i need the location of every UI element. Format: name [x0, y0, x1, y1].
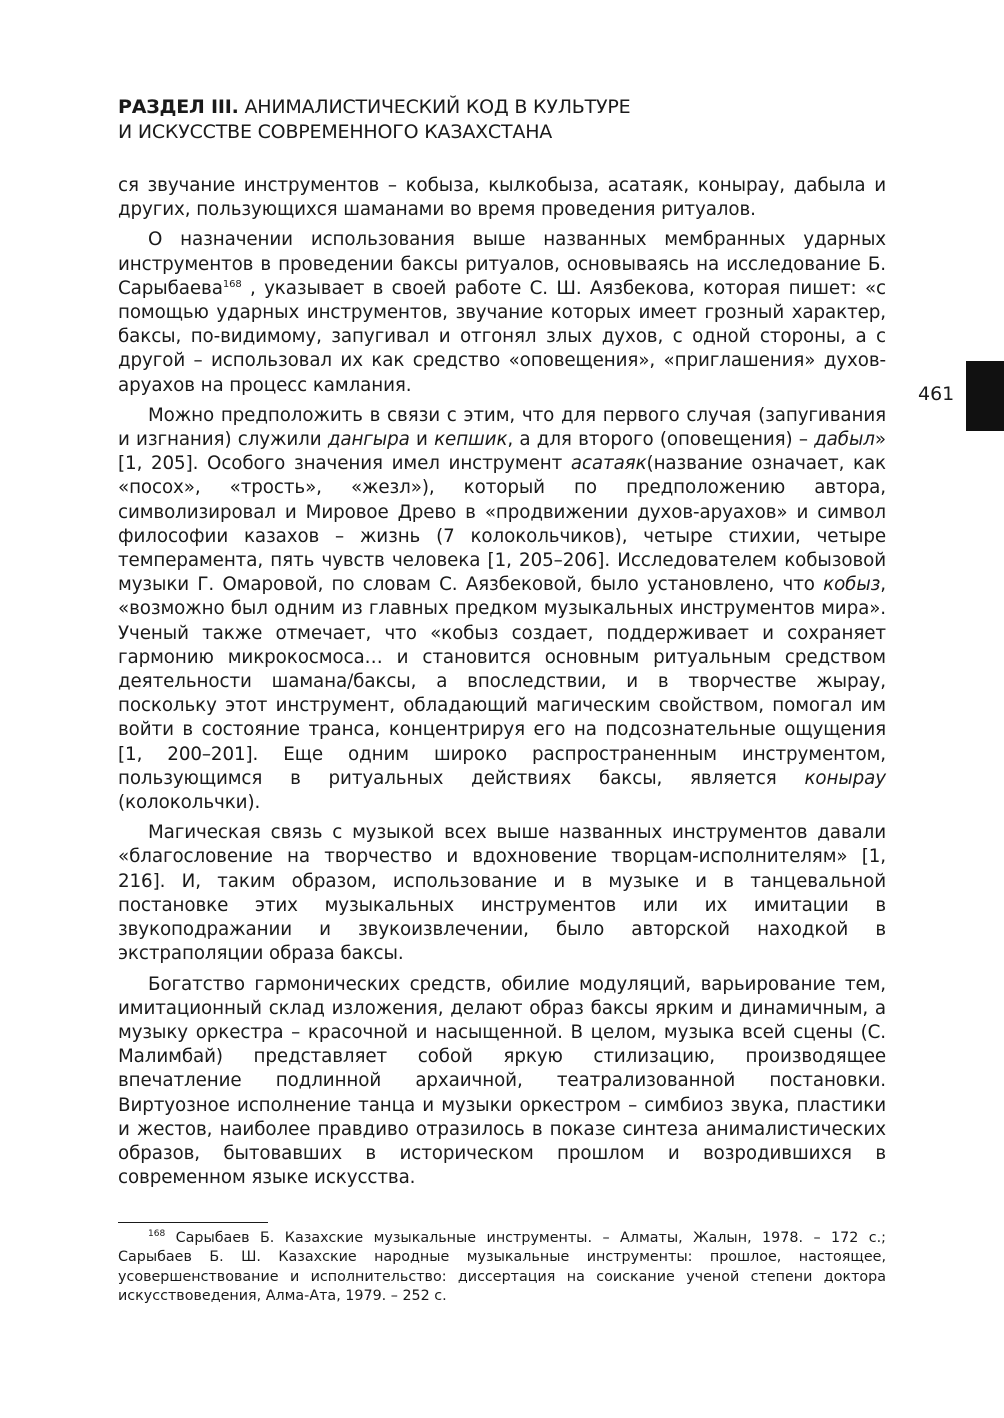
section-label: РАЗДЕЛ III. — [118, 96, 239, 118]
running-header — [118, 95, 818, 145]
main-text — [118, 174, 886, 1196]
term-kepshik: кепшик — [434, 429, 508, 451]
term-dabyl: дабыл — [814, 429, 875, 451]
term-asatayak: асатаяк — [570, 453, 647, 475]
paragraph-3 — [118, 404, 886, 815]
paragraph-3-text: Можно предположить в связи с этим, что для первого случая (запугивания и изгнания) служили — [118, 404, 886, 451]
footnote — [118, 1229, 886, 1307]
paragraph-4: Магическая связь с музыкой всех выше названных инструментов давали «благословение на творчество и вдохновение творцам-исполнителям» [1, 216]. И, таким образом, использование и в музыке и в танцевальной постановке этих музыкальных инструментов или их имитации в звукоподражании и звукоизвлечении, было авторской находкой в экстраполяции образа баксы. — [118, 822, 886, 965]
section-title: АНИМАЛИСТИЧЕСКИЙ КОД В КУЛЬТУРЕ — [238, 96, 631, 118]
paragraph-2 — [118, 228, 886, 397]
paragraph-3-text: , «возможно был одним из главных предком музыкальных инструментов мира». Ученый также отмечает, что «кобыз создает, поддерживает и сохраняет гармонию микрокосмоса… и становится основным ритуальным средством деятельности шамана/баксы, а впоследствии, и в творчестве жырау, поскольку этот инструмент, обладающий магическим свойством, помогал им войти в состояние транса, концентрируя его на подсознательные ощущения [1, 200–201]. Еще одним широко распространенным инструментом, пользующимся в ритуальных действиях баксы, является — [118, 574, 886, 789]
term-konyrau: конырау — [804, 767, 886, 789]
term-dangyra: дангыра — [327, 429, 410, 451]
footnote-text: Сарыбаев Б. Казахские музыкальные инструменты. – Алматы, Жалын, 1978. – 172 с.; Сарыбаев Б. Ш. Казахские народные музыкальные инструменты: прошлое, настоящее, усовершенствование и исполнительство: диссертация на соискание ученой степени доктора искусствоведения, Алма-Ата, 1979. – 252 с. — [118, 1230, 886, 1305]
header-line-2: И ИСКУССТВЕ СОВРЕМЕННОГО КАЗАХСТАНА — [118, 121, 553, 143]
paragraph-1: ся звучание инструментов – кобыза, кылкобыза, асатаяк, конырау, дабыла и других, пользующихся шаманами во время проведения ритуалов. — [118, 175, 886, 221]
paragraph-5: Богатство гармонических средств, обилие модуляций, варьирование тем, имитационный склад изложения, делают образ баксы ярким и динамичным, а музыку оркестра – красочной и насыщенной. В целом, музыка всей сцены (С. Малимбай) представляет собой яркую стилизацию, производящее впечатление подлинной архаичной, театрализованной постановки. Виртуозное исполнение танца и музыки оркестром – симбиоз звука, пластики и жестов, наиболее правдиво отразилось в показе синтеза анималистических образов, бытовавших в историческом прошлом и возродившихся в современном языке искусства. — [118, 973, 886, 1189]
footnote-number: 168 — [148, 1229, 166, 1240]
term-kobyz: кобыз — [823, 574, 881, 596]
paragraph-3-text: (название означает, как «посох», «трость», «жезл»), который по предположению автора, символизировал и Мировое Древо в «продвижении духов-аруахов» и символ философии казахов – жизнь (7 колокольчиков), четыре стихии, четыре темперамента, пять чувств человека [1, 205–206]. Исследователем кобызовой музыки Г. Омаровой, по словам С. Аязбековой, было установлено, что — [118, 453, 886, 596]
footnote-168 — [118, 1229, 886, 1307]
paragraph-3-text: и — [409, 429, 435, 451]
page-edge-tab — [966, 361, 1004, 431]
footnote-ref[interactable]: 168 — [222, 278, 242, 290]
paragraph-2-part-b: , указывает в своей работе С. Ш. Аязбекова, которая пишет: «с помощью ударных инструментов, звучание которых имеет грозный характер, баксы, по-видимому, запугивал и отгонял злых духов, с одной стороны, а с другой – использовал их как средство «оповещения», «приглашения» духов-аруахов на процесс камлания. — [118, 277, 886, 396]
footnote-separator — [118, 1222, 268, 1223]
header-line-1 — [118, 95, 818, 120]
paragraph-3-text: » [1, 205]. Особого значения имел инструмент — [118, 429, 886, 475]
paragraph-2-part-a: О назначении использования выше названных мембранных ударных инструментов в проведении баксы ритуалов, основываясь на исследование Б. Сарыбаева — [118, 229, 886, 299]
page-number: 461 — [918, 383, 955, 405]
paragraph-3-text: , а для второго (оповещения) – — [507, 429, 815, 451]
paragraph-3-text: (колокольчки). — [118, 792, 261, 814]
